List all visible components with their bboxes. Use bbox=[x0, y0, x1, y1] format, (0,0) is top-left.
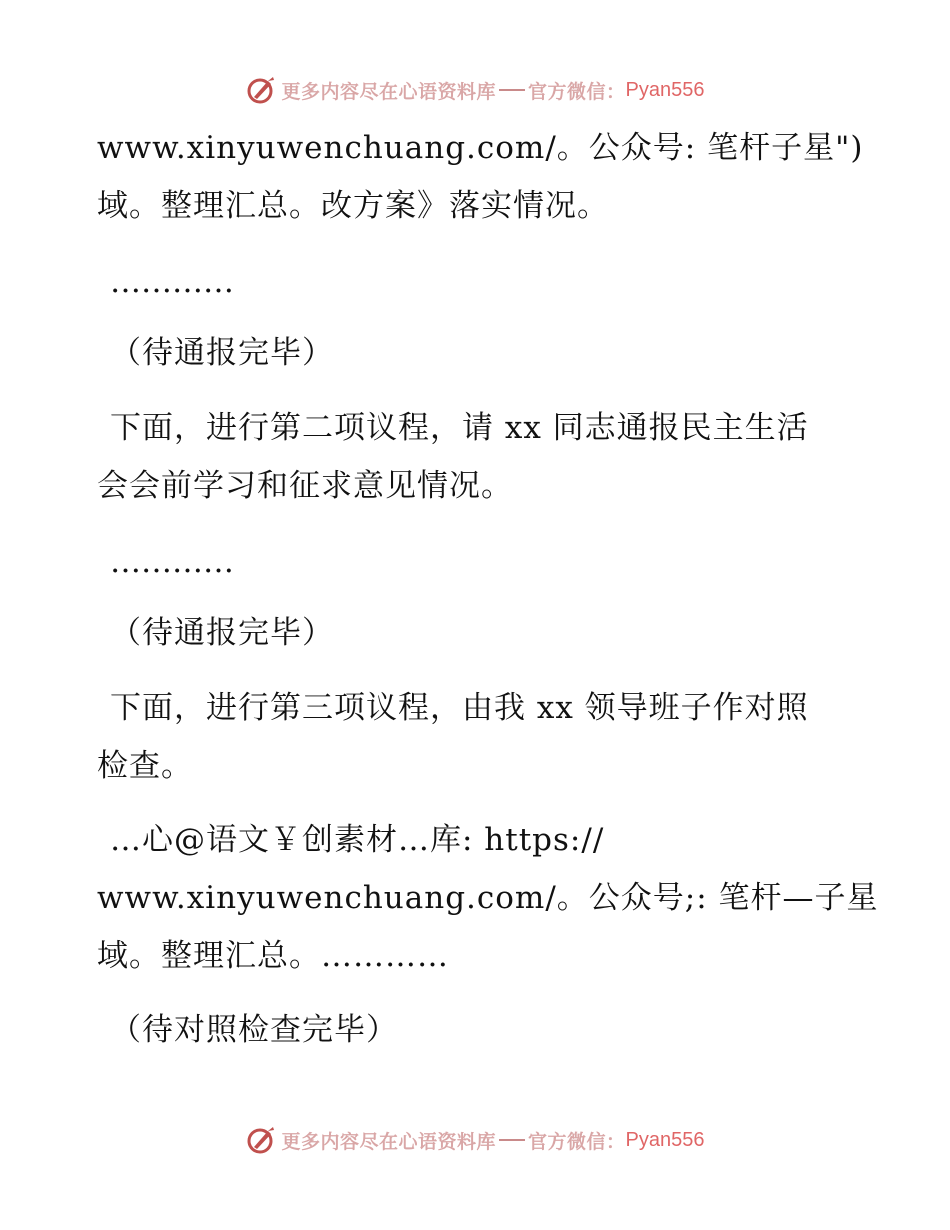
banner-official-label: 官方微信： bbox=[528, 1130, 626, 1153]
banner-account: Pyan556 bbox=[625, 1128, 705, 1151]
banner-dash bbox=[499, 89, 525, 91]
ellipsis-line: ………… bbox=[110, 264, 234, 300]
body-line: 会会前学习和征求意见情况。 bbox=[97, 468, 513, 504]
banner-brand-text: 更多内容尽在心语资料库 bbox=[281, 1130, 497, 1153]
body-line: 下面，进行第三项议程，由我 xx 领导班子作对照 bbox=[110, 690, 809, 726]
ellipsis-line: ………… bbox=[110, 544, 234, 580]
banner-dash bbox=[499, 1139, 525, 1141]
body-line: （待通报完毕） bbox=[110, 335, 334, 371]
body-line: 域。整理汇总。改方案》落实情况。 bbox=[97, 188, 609, 224]
body-line: （待对照检查完毕） bbox=[110, 1012, 398, 1048]
body-line: （待通报完毕） bbox=[110, 615, 334, 651]
body-line: 检查。 bbox=[97, 748, 193, 784]
banner-brand-text: 更多内容尽在心语资料库 bbox=[281, 80, 497, 103]
body-line: 下面，进行第二项议程，请 xx 同志通报民主生活 bbox=[110, 410, 809, 446]
body-line: www.xinyuwenchuang.com/。公众号;: 笔杆—子星 bbox=[97, 880, 879, 916]
header-banner bbox=[0, 70, 950, 110]
body-line: 域。整理汇总。………… bbox=[97, 938, 449, 974]
footer-banner bbox=[0, 1120, 950, 1160]
body-line: …心@语文￥创素材…库: https:// bbox=[110, 822, 605, 858]
feather-pen-logo-icon bbox=[246, 75, 276, 105]
banner-account: Pyan556 bbox=[625, 78, 705, 101]
body-line: www.xinyuwenchuang.com/。公众号: 笔杆子星") bbox=[97, 130, 864, 166]
feather-pen-logo-icon bbox=[246, 1125, 276, 1155]
banner-official-label: 官方微信： bbox=[528, 80, 626, 103]
